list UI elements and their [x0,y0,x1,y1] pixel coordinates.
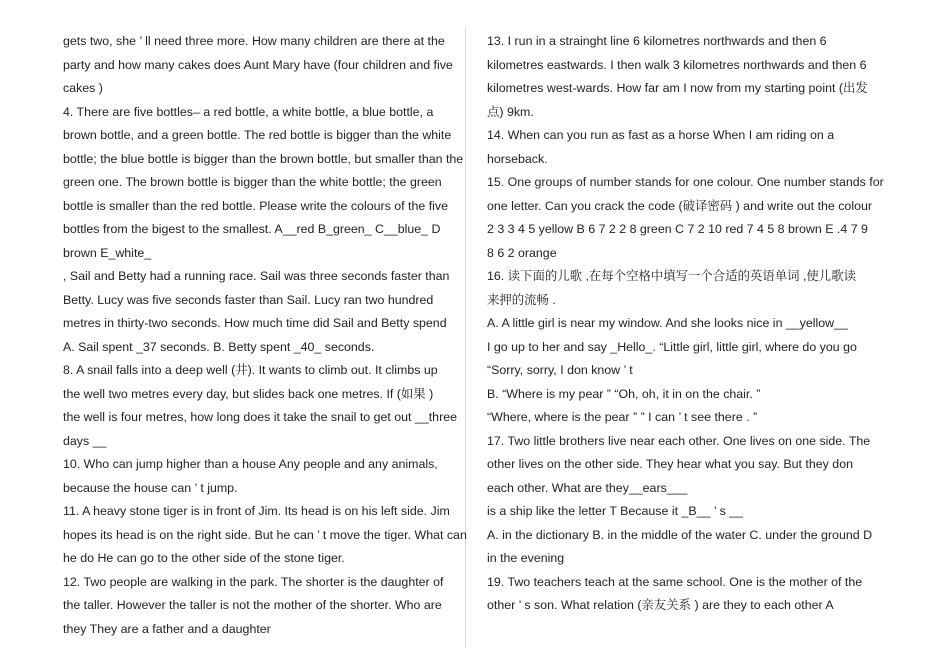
text-line: he do He can go to the other side of the stone tiger. [63,551,345,565]
text-line: A. Sail spent _37 seconds. B. Betty spent _40_ seconds. [63,339,375,354]
text-line: the taller. However the taller is not the mother of the shorter. Who are [63,598,442,612]
text-line: bottle is smaller than the red bottle. Please write the colours of the five [63,198,448,213]
text-line: days __ [63,433,107,448]
text-line: 8. A snail falls into a deep well (井). It wants to climb out. It climbs up [63,363,438,377]
text-line: Betty. Lucy was five seconds faster than Sail. Lucy ran two hundred [63,292,434,307]
text-line: 10. Who can jump higher than a house Any people and any animals, [63,457,438,471]
text-line: B. “Where is my pear ” “Oh, oh, it in on the chair. ” [487,386,761,401]
text-line: green one. The brown bottle is bigger than the white bottle; the green [63,175,442,189]
text-line: 13. I run in a strainght line 6 kilometres northwards and then 6 [487,34,827,48]
text-line: kilometres west-wards. How far am I now from my starting point (出发 [487,81,868,95]
text-line: each other. What are they__ears___ [487,480,688,495]
text-line: other ’ s son. What relation (亲友关系 ) are they to each other A [487,598,834,612]
text-line: one letter. Can you crack the code (破译密码 ) and write out the colour [487,198,872,213]
text-line: bottles from the bigest to the smallest. A__red B_green_ C__blue_ D [63,222,441,236]
text-line: gets two, she ’ ll need three more. How many children are there at the [63,34,445,48]
text-line: 14. When can you run as fast as a horse When I am riding on a [487,128,835,142]
text-line: 8 6 2 orange [487,245,557,260]
text-line: because the house can ’ t jump. [63,480,238,495]
text-line: , Sail and Betty had a running race. Sail was three seconds faster than [63,269,450,283]
text-line: 11. A heavy stone tiger is in front of Jim. Its head is on his left side. Jim [63,504,450,518]
text-line: metres in thirty-two seconds. How much time did Sail and Betty spend [63,316,447,330]
text-line: other lives on the other side. They hear what you say. But they don [487,457,853,471]
text-line: cakes ) [63,81,103,95]
text-line: 4. There are five bottles– a red bottle, a white bottle, a blue bottle, a [63,104,434,119]
text-line: kilometres eastwards. I then walk 3 kilometres northwards and then 6 [487,57,867,72]
right-column [487,30,897,618]
text-line: the well two metres every day, but slides back one metres. If (如果 ) [63,386,434,401]
text-line: 15. One groups of number stands for one colour. One number stands for [487,175,884,189]
text-line: bottle; the blue bottle is bigger than the brown bottle, but smaller than the [63,151,464,166]
text-line: they They are a father and a daughter [63,621,271,636]
text-line: A. A little girl is near my window. And she looks nice in __yellow__ [487,316,848,330]
text-line: is a ship like the letter T Because it _B__ ’ s __ [487,504,743,518]
text-line: 2 3 3 4 5 yellow B 6 7 2 2 8 green C 7 2 10 red 7 4 5 8 brown E .4 7 9 [487,222,868,236]
text-line: in the evening [487,551,565,565]
text-line: 19. Two teachers teach at the same school. One is the mother of the [487,574,863,589]
text-line: hopes its head is on the right side. But he can ’ t move the tiger. What can [63,527,467,542]
text-line: 点) 9km. [487,104,534,119]
text-line: 17. Two little brothers live near each other. One lives on one side. The [487,433,871,448]
text-line: party and how many cakes does Aunt Mary have (four children and five [63,57,453,72]
text-line: horseback. [487,151,548,166]
text-line: brown E_white_ [63,245,152,260]
text-line: 来押的流畅 . [487,292,556,307]
text-line: the well is four metres, how long does it take the snail to get out __three [63,410,457,424]
text-line: “Sorry, sorry, I don know ’ t [487,363,633,377]
text-line: A. in the dictionary B. in the middle of the water C. under the ground D [487,527,873,542]
text-line: 12. Two people are walking in the park. The shorter is the daughter of [63,574,444,589]
text-line: I go up to her and say _Hello_. “Little girl, little girl, where do you go [487,339,857,354]
left-column [63,30,477,641]
text-line: “Where, where is the pear ” ” I can ’ t see there . ” [487,410,758,424]
text-line: 16. 读下面的儿歌 ,在每个空格中填写一个合适的英语单词 ,使儿歌读 [487,269,856,283]
text-line: brown bottle, and a green bottle. The red bottle is bigger than the white [63,128,452,142]
